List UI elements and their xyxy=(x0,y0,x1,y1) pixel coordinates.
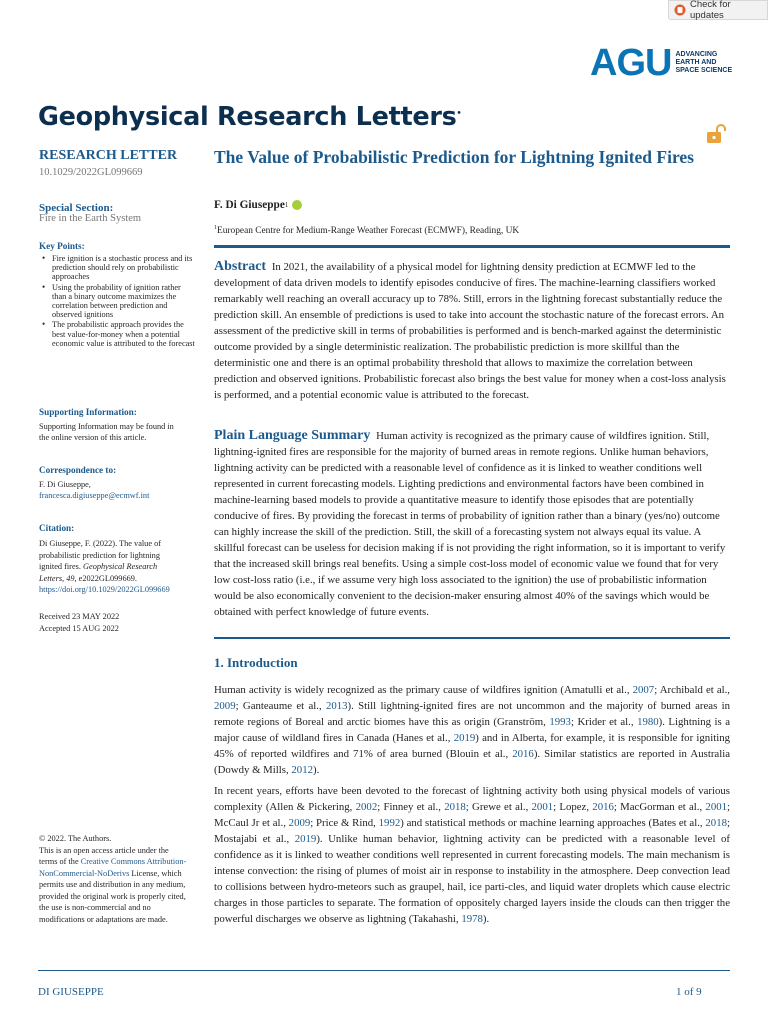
text-run: In recent years, efforts have been devoted to the forecast of lightning activity both using physical models of various complexity (Allen & Pickering, xyxy=(214,785,730,813)
text-run: ). Similar statistics are reported in Australia (Dowdy & Mills, xyxy=(214,748,731,776)
citation-link[interactable]: 1980 xyxy=(637,716,659,728)
doi: 10.1029/2022GL099669 xyxy=(39,167,143,178)
citation-journal: Geophysical Research Letters, 49, xyxy=(39,562,158,583)
pls-body: Human activity is recognized as the primary cause of wildfires ignition. Still, lightning-ignited fires are responsible for the majority of burned areas in remote regions. Unlike human behaviors, lightning activity can be predicted with a reasonable level of confidence as it is linked to weather conditions well represented in current forecasting models. Lighting predictions and environmental factors have been combined in machine-learning based models to provide a quantitative measure to identify those episodes that are potentially conducive of fires. By providing the forecast in terms of probability of ignition rather than a binary (yes/no) outcome can highly increase the skill of the prediction. Still, the skill of a forecasting system not always equal its value. A skillful forecast can be useless for decision making if is not providing the right information, so it is important to verify that the increased skill brings real benefits. Using a simple cost-loss model of economic value we found that for very low cost-loss ratio (i.e., if we assume very high loss associated to the ignition) the use of probabilistic information would be also economically convenient to the decision-maker ensuring almost 40% of the savings which would be obtained with perfect knowledge of future events. xyxy=(214,430,726,618)
key-points-list xyxy=(39,254,197,349)
citation-link[interactable]: 2012 xyxy=(291,764,313,776)
journal-name: Geophysical Research Letters xyxy=(38,102,457,132)
text-run: ; Lopez, xyxy=(553,801,593,813)
agu-logo-tagline xyxy=(675,51,732,75)
affiliation-text: European Centre for Medium-Range Weather Forecast (ECMWF), Reading, UK xyxy=(217,226,520,237)
abstract xyxy=(214,259,730,403)
text-run: ). xyxy=(482,913,490,925)
text-run: ; Krider et al., xyxy=(570,716,638,728)
text-run: ; MacGorman et al., xyxy=(613,801,706,813)
intro-paragraph-1 xyxy=(214,682,730,778)
citation-doi-link[interactable]: https://doi.org/10.1029/2022GL099669 xyxy=(39,585,170,594)
header-rule xyxy=(214,245,730,248)
introduction-heading: 1. Introduction xyxy=(214,655,298,670)
check-for-updates-label: Check for updates xyxy=(689,0,731,21)
citation-link[interactable]: 2016 xyxy=(592,801,614,813)
citation-link[interactable]: 2018 xyxy=(444,801,466,813)
correspondence-email-link[interactable]: francesca.digiuseppe@ecmwf.int xyxy=(39,491,150,500)
pls-heading: Plain Language Summary xyxy=(214,428,371,443)
citation-link[interactable]: 2001 xyxy=(531,801,554,813)
citation-heading: Citation: xyxy=(39,523,75,533)
supporting-info-text: Supporting Information may be found in the online version of this article. xyxy=(39,422,174,442)
agu-logo-mark: AGU xyxy=(590,42,672,84)
citation-link[interactable]: 2019 xyxy=(453,732,476,744)
text-run: ; Ganteaume et al., xyxy=(235,700,326,712)
citation-link[interactable]: 1978 xyxy=(461,913,483,925)
agu-tag-line-3: SPACE SCIENCE xyxy=(675,67,733,74)
author-name[interactable]: F. Di Giuseppe xyxy=(214,199,285,211)
agu-logo xyxy=(590,44,732,82)
supporting-info-heading: Supporting Information: xyxy=(39,407,137,417)
affiliation-marker: 1 xyxy=(214,225,217,231)
correspondence-heading: Correspondence to: xyxy=(39,465,117,475)
text-run: ). Unlike human behavior, lightning activity can be predicted with a reasonable level of confidence as it is linked to weather conditions well represented in current forecasting models. The main mechanism is intense convection: the rising of plumes of moist air in response to instability in the atmosphere. Deep convection lead to collisions between hydro-meteors such as graupel, hail, ice parti-cles, and liquid water droplets which cause electric charges in those particles to separate. The formation of oppositely charged layers inside the clouds can then trigger the powerful discharges we observe as lightning (Takahashi, xyxy=(214,833,730,925)
affiliation xyxy=(214,225,519,236)
key-point: • Using the probability of ignition rather than a binary outcome maximizes the correlation between prediction and observed ignitions xyxy=(52,283,197,320)
license-terms: License, which permits use and distribution in any medium, provided the original work is properly cited, the use is non-commercial and no modifications or adaptations are made. xyxy=(39,868,186,924)
text-run: ; Mostajabi et al., xyxy=(214,817,730,845)
article-type: RESEARCH LETTER xyxy=(39,148,178,163)
text-run: ; Archibald et al., xyxy=(654,684,731,696)
license-text xyxy=(39,833,189,925)
journal-title xyxy=(38,102,461,132)
citation-link[interactable]: 2018 xyxy=(705,817,727,829)
plain-language-summary xyxy=(214,428,730,620)
text-run: Human activity is widely recognized as the primary cause of wildfires ignition (Amatulli et al., xyxy=(214,684,633,696)
open-access-lock-icon xyxy=(705,123,727,145)
article-title: The Value of Probabilistic Prediction for Lightning Ignited Fires xyxy=(214,147,694,167)
received-date: Received 23 MAY 2022 xyxy=(39,612,120,621)
text-run: ; McCaul Jr et al., xyxy=(214,801,731,829)
citation-link[interactable]: 2009 xyxy=(288,817,311,829)
footer-author: DI GIUSEPPE xyxy=(38,986,104,998)
correspondence-name: F. Di Giuseppe, xyxy=(39,480,91,489)
citation-link[interactable]: 2016 xyxy=(512,748,534,760)
agu-tag-line-1: ADVANCING xyxy=(675,51,718,58)
orcid-icon[interactable] xyxy=(292,200,302,210)
page-number: 1 of 9 xyxy=(676,986,702,998)
citation-link[interactable]: 2002 xyxy=(355,801,378,813)
abstract-heading: Abstract xyxy=(214,259,267,274)
section-rule xyxy=(214,637,730,639)
author-line xyxy=(214,199,302,211)
citation-link[interactable]: 2009 xyxy=(214,700,236,712)
citation-id: e2022GL099669. xyxy=(78,573,137,583)
citation-link[interactable]: 1993 xyxy=(549,716,571,728)
citation-link[interactable]: 1992 xyxy=(378,817,401,829)
citation-text xyxy=(39,538,184,596)
accepted-date: Accepted 15 AUG 2022 xyxy=(39,624,119,633)
journal-mark: • xyxy=(456,108,462,118)
text-run: ). xyxy=(312,764,320,776)
license-intro: This is an open access article under the terms of the xyxy=(39,845,169,866)
update-icon xyxy=(674,4,686,16)
author-affiliation-marker: 1 xyxy=(284,201,289,209)
intro-paragraph-2 xyxy=(214,783,730,927)
text-run: ; Finney et al., xyxy=(377,801,445,813)
abstract-body: In 2021, the availability of a physical model for lightning density prediction at ECMWF led to the development of data driven models to identify episodes conducive of fires. The machine-learning classifiers worked remarkably well reaching an overall accuracy up to 78%. Still, errors in the lightning forecast substantially reduce the prediction skill. An ensemble of predictions is used to take into account the stochastic nature of the forecast errors. An assessment of the predictive skill in terms of probabilities is performed and is bench-marked against the deterministic outcome provided by a single deterministic realization. The probabilistic prediction is more skillful than the deterministic one and there is an optimal probability threshold that allows to maximize the correlation between prediction and observed ignitions. Probabilistic forecast also brings the best value for money when a cost-loss analysis is performed, and a potential economic value is attributed to the forecast. xyxy=(214,261,726,401)
text-run: ) and statistical methods or machine learning approaches (Bates et al., xyxy=(400,817,706,829)
citation-link[interactable]: 2007 xyxy=(632,684,655,696)
text-run: ). Lightning is a major cause of wildland fires in Canada (Hanes et al., xyxy=(214,716,730,744)
text-run: ). Still lightning-ignited fires are not uncommon and the majority of burned areas in remote regions of Boreal and arctic biomes have this as origin (Granström, xyxy=(214,700,730,728)
key-points-heading: Key Points: xyxy=(39,241,85,251)
key-point: • The probabilistic approach provides the best value-for-money when a potential economic value is attributed to the forecast xyxy=(52,320,197,348)
copyright-line: © 2022. The Authors. xyxy=(39,834,112,843)
citation-link[interactable]: 2013 xyxy=(325,700,348,712)
citation-body: Di Giuseppe, F. (2022). The value of probabilistic prediction for lightning ignited fires. xyxy=(39,539,161,571)
special-section-heading: Special Section: xyxy=(39,202,114,214)
citation-link[interactable]: 2019 xyxy=(294,833,317,845)
footer-rule xyxy=(38,970,730,971)
license-link[interactable]: Creative Commons Attribution-NonCommercial-NoDerivs xyxy=(39,857,187,878)
text-run: ; Grewe et al., xyxy=(465,801,532,813)
agu-tag-line-2: EARTH AND xyxy=(675,59,717,66)
citation-link[interactable]: 2001 xyxy=(705,801,728,813)
check-for-updates-button[interactable] xyxy=(668,0,768,20)
text-run: ; Price & Rind, xyxy=(310,817,379,829)
special-section-name: Fire in the Earth System xyxy=(39,213,142,224)
text-run: ) and in Alberta, for example, it is responsible for igniting 45% of reported wildfires and 71% of area burned (Blouin et al., xyxy=(214,732,730,760)
key-point: • Fire ignition is a stochastic process and its prediction should rely on probabilistic approaches xyxy=(52,254,197,282)
